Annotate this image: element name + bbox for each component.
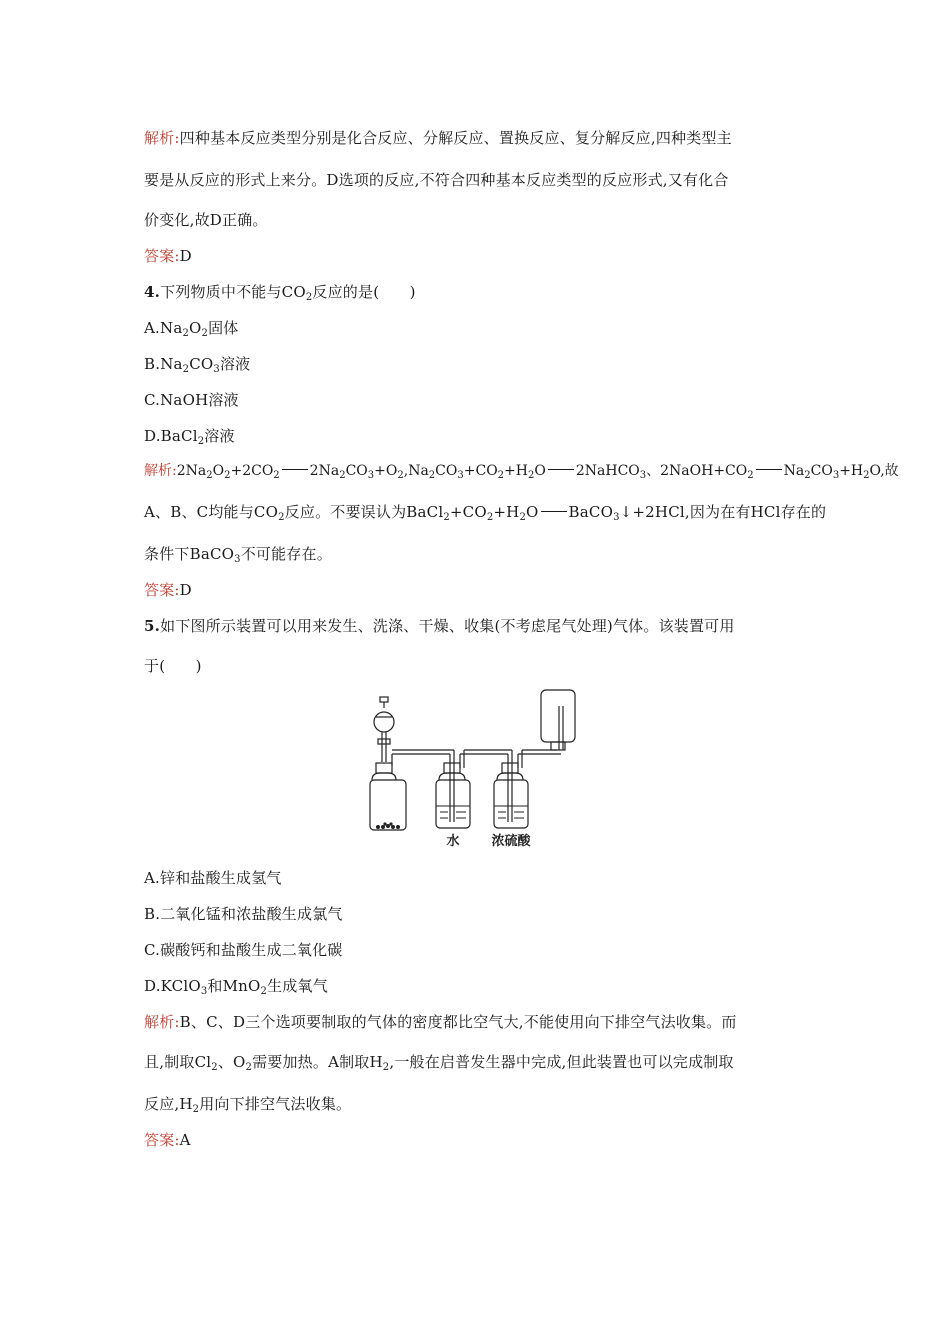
generator-bottle (370, 780, 406, 830)
question-number: 4. (144, 283, 161, 301)
stem-text: 如下图所示装置可以用来发生、洗涤、干燥、收集(不考虑尾气处理)气体。该装置可用 (160, 617, 735, 635)
collection-bottle (541, 690, 575, 742)
q5-analysis-line1: 解析:B、C、D三个选项要制取的气体的密度都比空气大,不能使用向下排空气法收集。而 (144, 1013, 737, 1031)
analysis-label: 解析 (144, 129, 175, 147)
q4-answer: 答案:D (144, 581, 192, 599)
q4-stem (144, 282, 416, 302)
answer-label: 答案 (144, 1131, 175, 1149)
q5-option-d: D.KClO$_3$和MnO$_2$生成氧气 (144, 977, 328, 997)
q4-analysis-line1: 解析$:2Na_2O_2+2CO_2$ $2Na_2CO_3+O_2,Na_2CO_3+CO_2+H_2O$ 2NaHCO$_3$、$2NaOH+CO_2$ $Na_2CO_3+H_2O$,故 (144, 463, 899, 481)
label-acid: 浓硫酸 (491, 834, 531, 849)
water-wash-bottle (436, 780, 470, 828)
analysis-label: 解析 (144, 463, 172, 479)
q5-option-a: A.锌和盐酸生成氢气 (144, 869, 282, 887)
equals-sign (541, 511, 567, 512)
analysis-text: 四种基本反应类型分别是化合反应、分解反应、置换反应、复分解反应,四种类型主 (179, 129, 732, 147)
equals-sign (756, 469, 782, 470)
q3-analysis-line3: 价变化,故D正确。 (144, 211, 268, 229)
q5-stem-line2: 于( ) (144, 657, 202, 675)
q4-option-b: $B.Na_2CO_3$溶液 (144, 355, 251, 375)
stopper (376, 763, 392, 773)
q5-stem-line1 (144, 616, 735, 636)
equals-sign (548, 469, 574, 470)
q3-answer: 答案:D (144, 247, 192, 265)
stem-text: 下列物质中不能与CO (160, 283, 306, 301)
apparatus-diagram (368, 688, 588, 853)
answer-value: D (179, 247, 192, 265)
analysis-label: 解析 (144, 1013, 175, 1031)
answer-value: A (179, 1131, 191, 1149)
q4-option-c: C.NaOH溶液 (144, 391, 239, 409)
q5-option-b: B.二氧化锰和浓盐酸生成氯气 (144, 905, 343, 923)
q4-option-a: $A.Na_2O_2$固体 (144, 319, 239, 339)
equals-sign (282, 469, 308, 470)
label-water: 水 (446, 834, 460, 849)
apparatus-figure (368, 688, 588, 853)
q4-option-d: D.BaCl$_2$溶液 (144, 427, 235, 447)
q3-analysis-line1: 解析:四种基本反应类型分别是化合反应、分解反应、置换反应、复分解反应,四种类型主 (144, 129, 732, 147)
granules (376, 822, 400, 829)
q5-analysis-line3: 反应$,H_2$用向下排空气法收集。 (144, 1095, 352, 1115)
stem-text: 反应的是( ) (312, 283, 416, 301)
question-number: 5. (144, 617, 161, 635)
acid-wash-bottle (494, 780, 528, 828)
q5-analysis-line2: 且,制取$Cl_2$、$O_2$需要加热。A制取$H_2$,一般在启普发生器中完成,但此装置也可以完成制取 (144, 1053, 734, 1073)
separatory-funnel (374, 712, 394, 732)
answer-label: 答案 (144, 581, 175, 599)
q4-analysis-line2: A、B、C均能与$CO_2$反应。不要误认为$BaCl_2+CO_2+H_2O$ BaCO$_3$↓+2HCl,因为在有HCl存在的 (144, 503, 827, 523)
q5-option-c: C.碳酸钙和盐酸生成二氧化碳 (144, 941, 343, 959)
subscript: 2 (305, 292, 313, 303)
q5-answer: 答案:A (144, 1131, 191, 1149)
q3-analysis-line2: 要是从反应的形式上来分。D选项的反应,不符合四种基本反应类型的反应形式,又有化合 (144, 171, 729, 189)
q4-analysis-line3: 条件下BaCO$_3$不可能存在。 (144, 545, 332, 565)
answer-label: 答案 (144, 247, 175, 265)
answer-value: D (179, 581, 192, 599)
